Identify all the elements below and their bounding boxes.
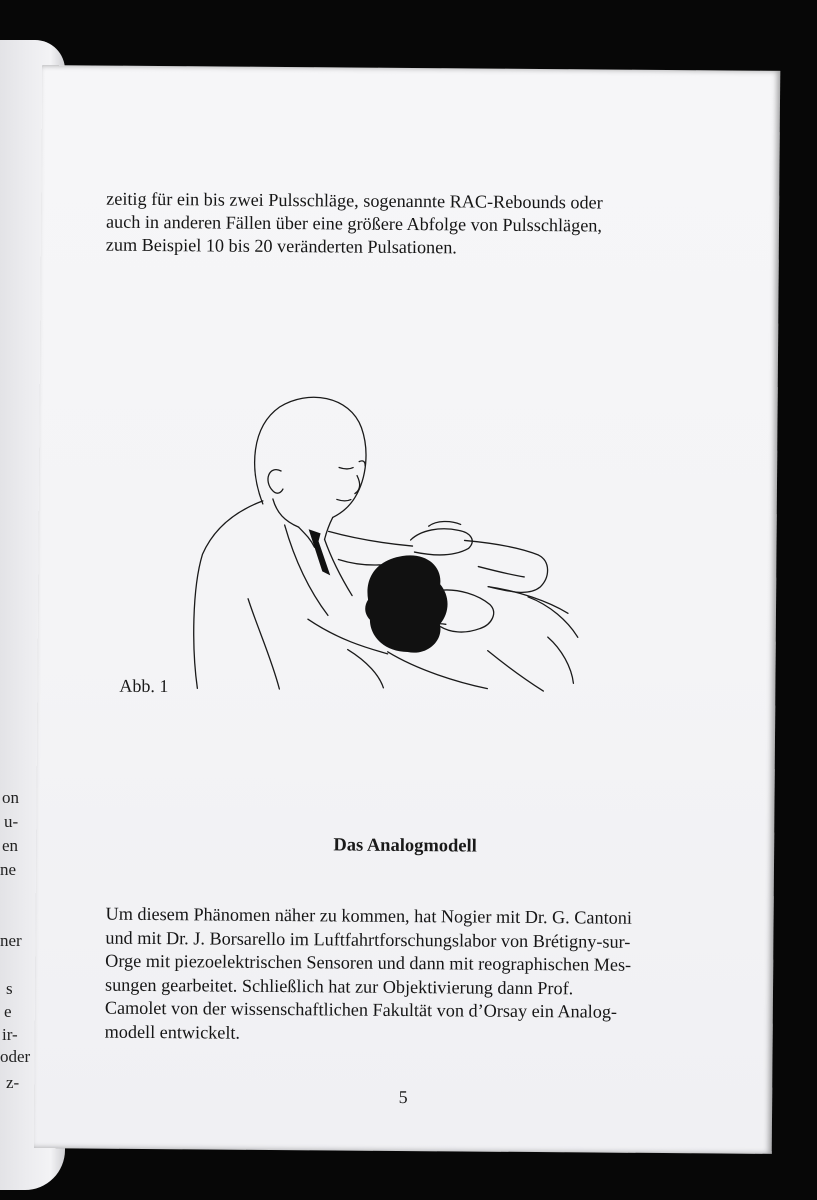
left-page-fragment: on xyxy=(2,788,19,807)
text-line: zum Beispiel 10 bis 20 veränderten Pulsationen. xyxy=(105,234,457,258)
section-heading: Das Analogmodell xyxy=(333,835,477,857)
left-page-fragment: u- xyxy=(4,812,19,831)
text-line: auch in anderen Fällen über eine größere Abfolge von Pulsschlägen, xyxy=(105,211,603,236)
text-line: und mit Dr. J. Borsarello im Luftfahrtforschungslabor von Brétigny-sur- xyxy=(105,927,631,952)
left-page-fragment: oder xyxy=(0,1047,31,1066)
text-line: Camolet von der wissenschaftlichen Fakultät von d’Orsay ein Analog- xyxy=(104,997,618,1022)
paragraph-analog-model xyxy=(105,903,632,1048)
text-line: Orge mit piezoelektrischen Sensoren und dann mit reographischen Mes- xyxy=(105,950,632,975)
left-page-fragment: en xyxy=(2,836,19,855)
paragraph-intro xyxy=(106,188,603,261)
text-line: modell entwickelt. xyxy=(104,1021,241,1043)
left-page-fragment: s xyxy=(6,979,13,998)
left-page-fragment: z- xyxy=(6,1073,20,1092)
text-line: sungen gearbeitet. Schließlich hat zur Objektivierung dann Prof. xyxy=(104,974,574,998)
left-page-fragment: ner xyxy=(0,931,22,950)
text-line: Um diesem Phänomen näher zu kommen, hat Nogier mit Dr. G. Cantoni xyxy=(105,903,632,928)
figure-caption: Abb. 1 xyxy=(119,675,169,697)
left-page-fragment: ne xyxy=(0,860,17,879)
book-page xyxy=(34,65,780,1154)
left-page-fragment: e xyxy=(4,1002,12,1021)
left-page-fragment: ir- xyxy=(2,1025,18,1044)
text-line: zeitig für ein bis zwei Pulsschläge, sogenannte RAC-Rebounds oder xyxy=(106,188,603,213)
page-number: 5 xyxy=(398,1086,408,1108)
figure-illustration xyxy=(187,388,599,703)
